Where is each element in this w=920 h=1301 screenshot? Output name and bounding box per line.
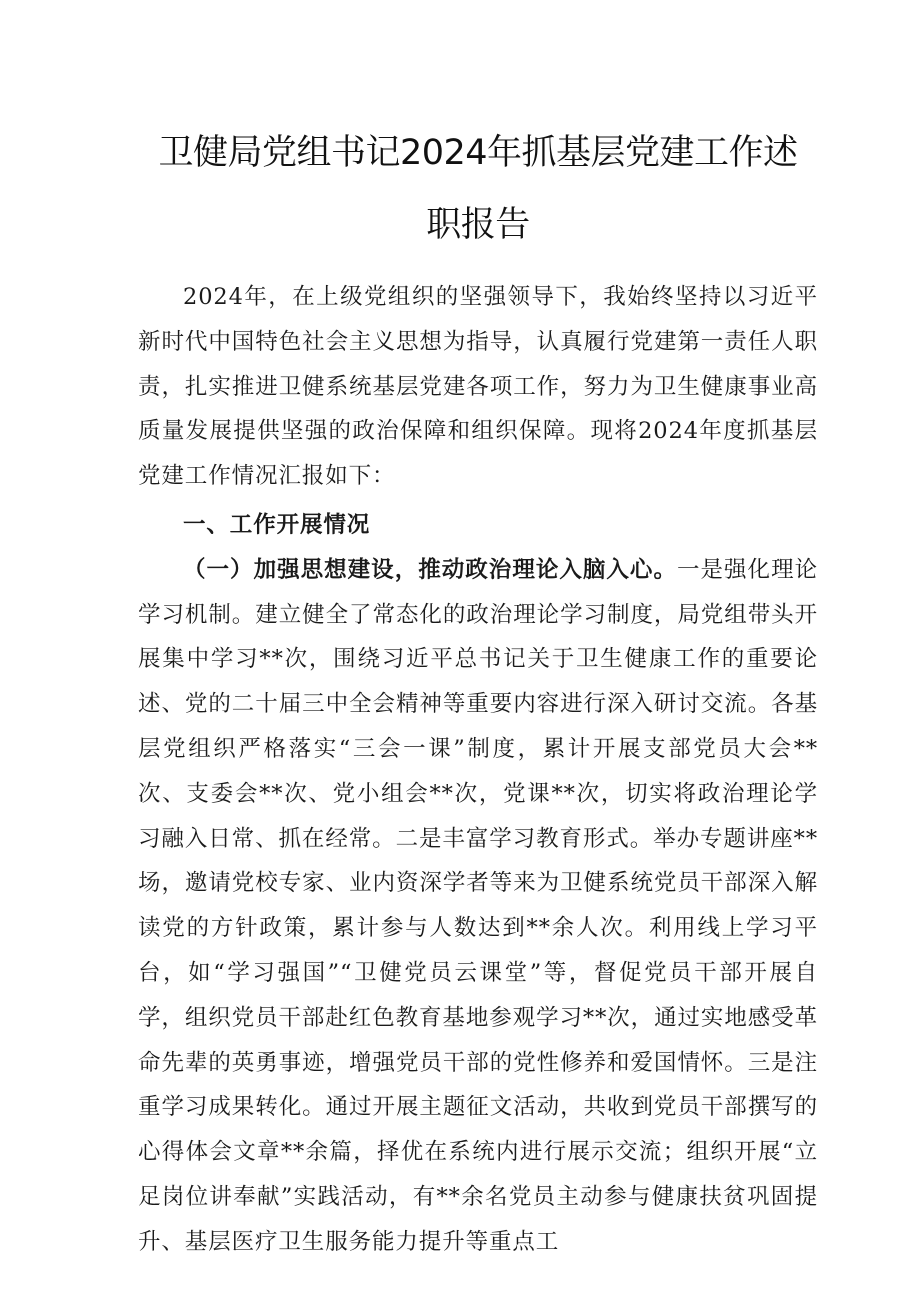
subsection-body: 一是强化理论学习机制。建立健全了常态化的政治理论学习制度，局党组带头开展集中学习**次，围绕习近平总书记关于卫生健康工作的重要论述、党的二十届三中全会精神等重要内容进行深入研讨交流。各基层党组织严格落实“三会一课”制度，累计开展支部党员大会**次、支委会**次、党小组会**次，党课**次，切实将政治理论学习融入日常、抓在经常。二是丰富学习教育形式。举办专题讲座**场，邀请党校专家、业内资深学者等来为卫健系统党员干部深入解读党的方针政策，累计参与人数达到**余人次。利用线上学习平台，如“学习强国”“卫健党员云课堂”等，督促党员干部开展自学，组织党员干部赴红色教育基地参观学习**次，通过实地感受革命先辈的英勇事迹，增强党员干部的党性修养和爱国情怀。三是注重学习成果转化。通过开展主题征文活动，共收到党员干部撰写的心得体会文章**余篇，择优在系统内进行展示交流；组织开展“立足岗位讲奉献”实践活动，有**余名党员主动参与健康扶贫巩固提升、基层医疗卫生服务能力提升等重点工 [138,556,818,1255]
document-body [138,275,818,1265]
subsection-heading: （一）加强思想建设，推动政治理论入脑入心。 [183,556,677,583]
subsection-paragraph [138,548,818,1265]
section-heading: 一、工作开展情况 [183,511,371,538]
document-title-line-2: 职报告 [426,205,530,245]
document-title-line-1: 卫健局党组书记2024年抓基层党建工作述 [158,133,798,173]
intro-paragraph: 2024年，在上级党组织的坚强领导下，我始终坚持以习近平新时代中国特色社会主义思想为指导，认真履行党建第一责任人职责，扎实推进卫健系统基层党建各项工作，努力为卫生健康事业高质量发展提供坚强的政治保障和组织保障。现将2024年度抓基层党建工作情况汇报如下： [138,284,818,490]
